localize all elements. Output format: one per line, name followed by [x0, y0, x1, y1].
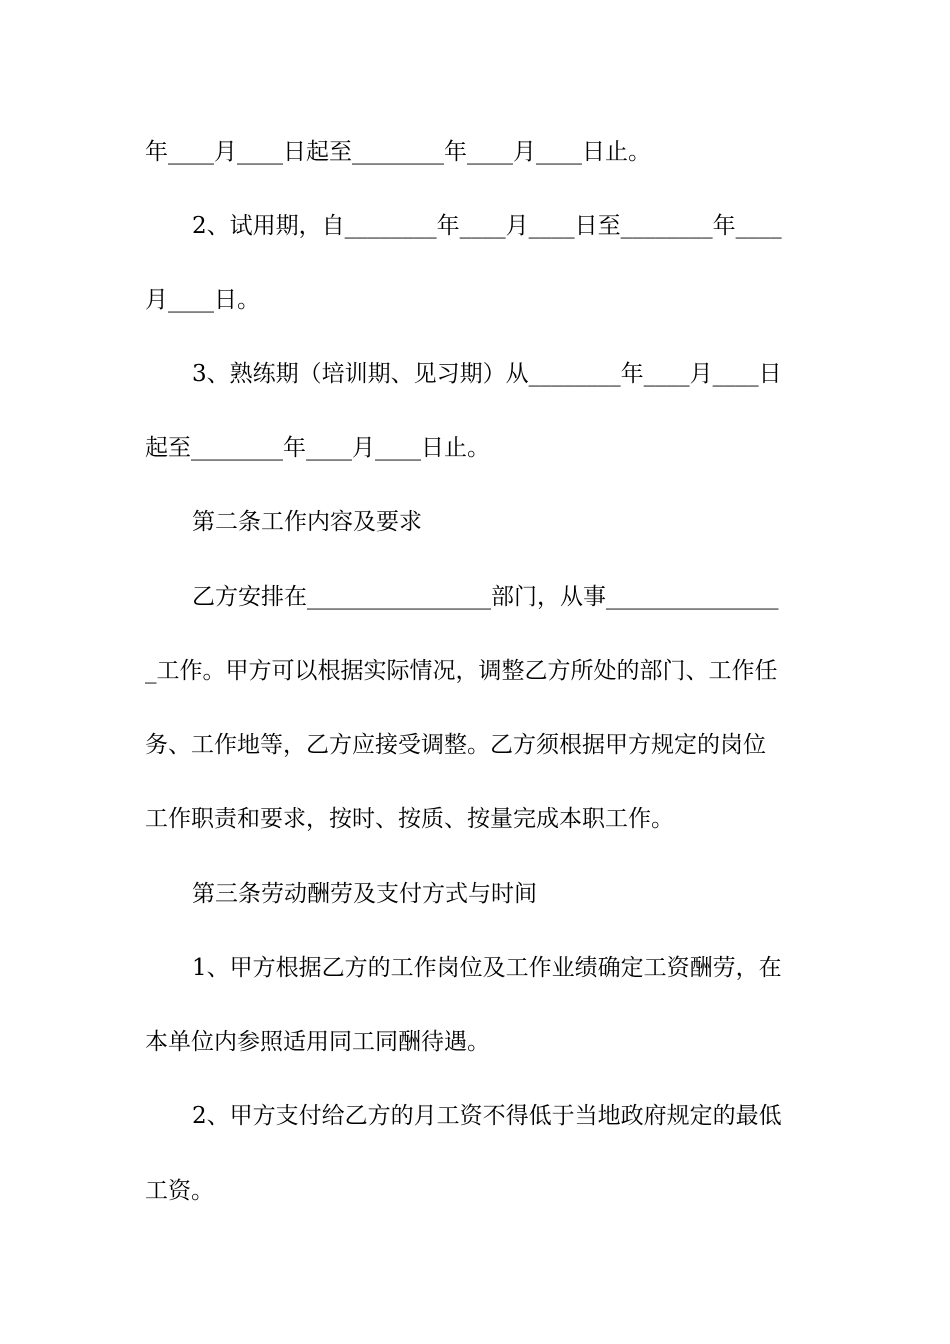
text-line-12: 1、甲方根据乙方的工作岗位及工作业绩确定工资酬劳，在 [192, 955, 782, 981]
text-line-14: 2、甲方支付给乙方的月工资不得低于当地政府规定的最低 [192, 1103, 782, 1129]
section-heading-2: 第二条工作内容及要求 [192, 509, 422, 535]
text-line-9: 务、工作地等，乙方应接受调整。乙方须根据甲方规定的岗位 [145, 732, 766, 758]
text-line-4: 3、熟练期（培训期、见习期）从________年____月____日 [192, 361, 782, 387]
text-line-10: 工作职责和要求，按时、按质、按量完成本职工作。 [145, 806, 674, 832]
section-heading-3: 第三条劳动酬劳及支付方式与时间 [192, 881, 537, 907]
text-line-1: 年____月____日起至________年____月____日止。 [145, 139, 651, 165]
text-line-13: 本单位内参照适用同工同酬待遇。 [145, 1029, 490, 1055]
text-line-5: 起至________年____月____日止。 [145, 435, 490, 461]
text-line-8: _工作。甲方可以根据实际情况，调整乙方所处的部门、工作任 [145, 658, 778, 684]
text-line-3: 月____日。 [145, 287, 260, 313]
text-line-7: 乙方安排在________________部门，从事_______________ [192, 584, 779, 610]
text-line-15: 工资。 [145, 1178, 214, 1204]
text-line-2: 2、试用期，自________年____月____日至________年____ [192, 213, 782, 239]
